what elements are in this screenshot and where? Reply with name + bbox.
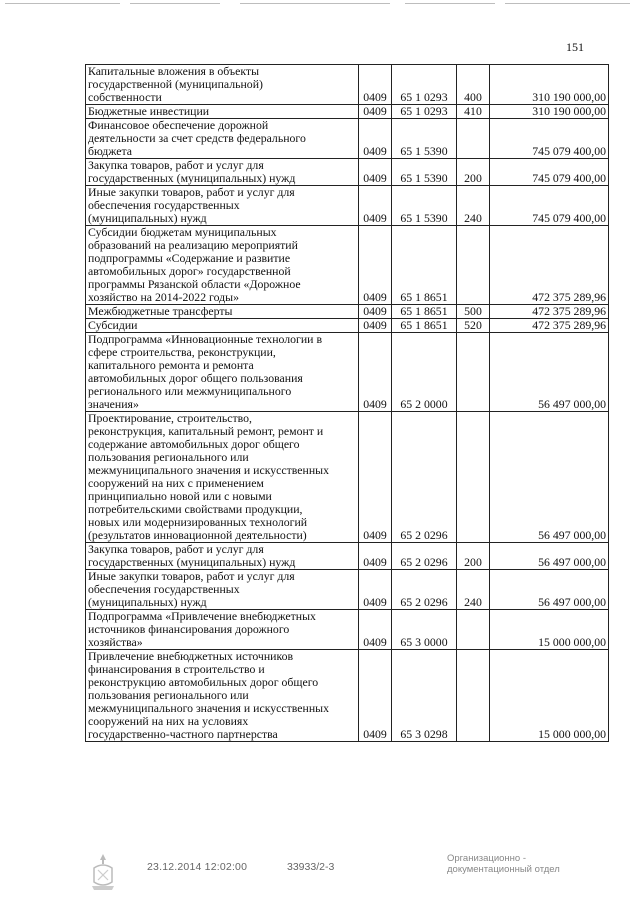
row-target-code: 65 1 8651 [392, 305, 457, 319]
row-section-code: 0409 [359, 159, 392, 186]
row-name: Межбюджетные трансферты [86, 305, 359, 319]
table-row [86, 543, 609, 570]
budget-table-body [86, 65, 609, 742]
row-expense-type: 520 [457, 319, 490, 333]
row-expense-type: 410 [457, 105, 490, 119]
row-expense-type: 400 [457, 65, 490, 105]
table-row [86, 570, 609, 610]
row-expense-type: 200 [457, 159, 490, 186]
row-section-code: 0409 [359, 105, 392, 119]
row-name: Подпрограмма «Привлечение внебюджетных источников финансирования дорожного хозяйства» [86, 610, 359, 650]
row-section-code: 0409 [359, 333, 392, 412]
row-expense-type: 240 [457, 186, 490, 226]
row-amount: 15 000 000,00 [490, 610, 609, 650]
row-amount: 745 079 400,00 [490, 159, 609, 186]
row-expense-type [457, 333, 490, 412]
row-section-code: 0409 [359, 305, 392, 319]
row-target-code: 65 2 0296 [392, 412, 457, 543]
row-amount: 56 497 000,00 [490, 412, 609, 543]
row-target-code: 65 1 0293 [392, 65, 457, 105]
row-target-code: 65 1 0293 [392, 105, 457, 119]
row-amount: 15 000 000,00 [490, 650, 609, 742]
row-name: Финансовое обеспечение дорожной деятельности за счет средств федерального бюджета [86, 119, 359, 159]
top-scan-line [130, 3, 220, 4]
row-target-code: 65 1 5390 [392, 159, 457, 186]
table-row [86, 159, 609, 186]
budget-table [85, 64, 609, 742]
top-scan-line [405, 3, 495, 4]
row-name: Проектирование, строительство, реконструкция, капитальный ремонт, ремонт и содержание автомобильных дорог общего пользования регионального или межмуниципального значения и искусственных сооружений на них с применением принципиально новой или с новыми потребительскими свойствами продукции, новых или модернизированных технологий (результатов инновационной деятельности) [86, 412, 359, 543]
table-row [86, 333, 609, 412]
row-expense-type [457, 119, 490, 159]
row-amount: 310 190 000,00 [490, 65, 609, 105]
row-expense-type: 500 [457, 305, 490, 319]
row-name: Субсидии [86, 319, 359, 333]
row-amount: 56 497 000,00 [490, 333, 609, 412]
row-name: Капитальные вложения в объекты государственной (муниципальной) собственности [86, 65, 359, 105]
table-row [86, 105, 609, 119]
row-name: Закупка товаров, работ и услуг для государственных (муниципальных) нужд [86, 159, 359, 186]
row-target-code: 65 1 8651 [392, 226, 457, 305]
page-number: 151 [566, 40, 584, 54]
row-target-code: 65 1 5390 [392, 186, 457, 226]
row-amount: 472 375 289,96 [490, 305, 609, 319]
row-name: Субсидии бюджетам муниципальных образований на реализацию мероприятий подпрограммы «Содержание и развитие автомобильных дорог» государственной программы Рязанской области «Дорожное хозяйство на 2014-2022 годы» [86, 226, 359, 305]
row-amount: 745 079 400,00 [490, 186, 609, 226]
row-section-code: 0409 [359, 610, 392, 650]
footer-timestamp: 23.12.2014 12:02:00 [147, 861, 248, 873]
table-row [86, 650, 609, 742]
table-row [86, 610, 609, 650]
row-expense-type: 200 [457, 543, 490, 570]
row-expense-type: 240 [457, 570, 490, 610]
footer-org-line: документационный отдел [447, 864, 560, 875]
row-section-code: 0409 [359, 226, 392, 305]
row-section-code: 0409 [359, 119, 392, 159]
row-amount: 310 190 000,00 [490, 105, 609, 119]
table-row [86, 226, 609, 305]
row-name: Подпрограмма «Инновационные технологии в сфере строительства, реконструкции, капитального ремонта и ремонта автомобильных дорог общего пользования регионального или межмуниципального значения» [86, 333, 359, 412]
row-section-code: 0409 [359, 412, 392, 543]
row-section-code: 0409 [359, 650, 392, 742]
row-section-code: 0409 [359, 543, 392, 570]
row-target-code: 65 2 0000 [392, 333, 457, 412]
row-target-code: 65 3 0000 [392, 610, 457, 650]
row-name: Привлечение внебюджетных источников финансирования в строительство и реконструкцию автомобильных дорог общего пользования регионального или межмуниципального значения и искусственных сооружений на них на условиях государственно-частного партнерства [86, 650, 359, 742]
row-section-code: 0409 [359, 186, 392, 226]
row-expense-type [457, 610, 490, 650]
row-target-code: 65 2 0296 [392, 543, 457, 570]
row-name: Иные закупки товаров, работ и услуг для обеспечения государственных (муниципальных) нужд [86, 186, 359, 226]
row-target-code: 65 2 0296 [392, 570, 457, 610]
top-scan-line [5, 3, 120, 4]
row-expense-type [457, 650, 490, 742]
footer-org-line: Организационно - [447, 853, 527, 864]
table-row [86, 319, 609, 333]
table-row [86, 65, 609, 105]
row-name: Закупка товаров, работ и услуг для государственных (муниципальных) нужд [86, 543, 359, 570]
seal-icon [88, 852, 118, 892]
row-amount: 472 375 289,96 [490, 319, 609, 333]
row-name: Иные закупки товаров, работ и услуг для обеспечения государственных (муниципальных) нужд [86, 570, 359, 610]
top-scan-line [505, 3, 630, 4]
table-row [86, 305, 609, 319]
row-amount: 745 079 400,00 [490, 119, 609, 159]
row-expense-type [457, 226, 490, 305]
row-target-code: 65 3 0298 [392, 650, 457, 742]
table-row [86, 119, 609, 159]
top-scan-line [240, 3, 390, 4]
row-amount: 56 497 000,00 [490, 543, 609, 570]
footer-document-code: 33933/2-3 [287, 861, 335, 873]
row-expense-type [457, 412, 490, 543]
row-target-code: 65 1 8651 [392, 319, 457, 333]
row-name: Бюджетные инвестиции [86, 105, 359, 119]
table-row [86, 186, 609, 226]
row-amount: 472 375 289,96 [490, 226, 609, 305]
row-target-code: 65 1 5390 [392, 119, 457, 159]
row-section-code: 0409 [359, 570, 392, 610]
footer-organization [447, 853, 560, 875]
table-row [86, 412, 609, 543]
row-section-code: 0409 [359, 319, 392, 333]
row-section-code: 0409 [359, 65, 392, 105]
row-amount: 56 497 000,00 [490, 570, 609, 610]
